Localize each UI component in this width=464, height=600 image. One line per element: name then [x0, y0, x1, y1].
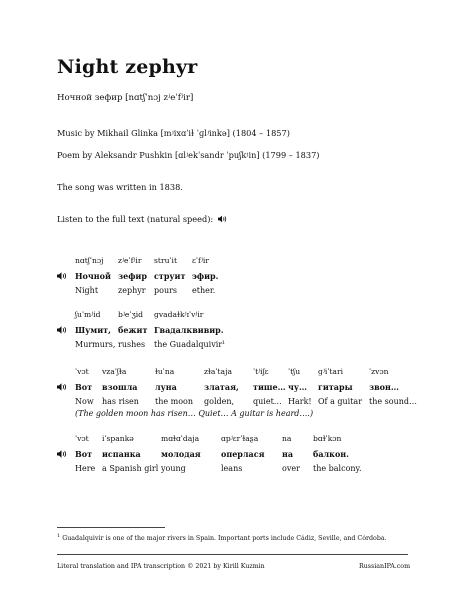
russian-word: на: [282, 449, 294, 459]
english-gloss: quiet…: [253, 397, 282, 406]
speaker-icon[interactable]: [218, 215, 227, 223]
footer-site-link[interactable]: RussianIPA.com: [359, 563, 411, 570]
english-gloss: Now: [75, 397, 94, 406]
english-gloss: golden,: [204, 397, 235, 406]
russian-word: Шумит,: [75, 325, 111, 335]
russian-word: испанка: [102, 449, 141, 459]
footer-divider: [57, 554, 408, 555]
poem-credit: Poem by Aleksandr Pushkin [ɑlʲekˈsandr ˈpuʃkʲin] (1799 – 1837): [57, 150, 320, 160]
ipa-word: na: [282, 434, 292, 443]
stanza-translation: (The golden moon has risen… Quiet… A guitar is heard….): [75, 409, 314, 418]
russian-word: бежит: [118, 325, 148, 335]
english-gloss: Night: [75, 286, 99, 295]
russian-word: Гвадалквивир.: [154, 325, 224, 335]
page-title: Night zephyr: [57, 56, 198, 78]
english-gloss: rushes: [118, 340, 146, 349]
russian-word: Вот: [75, 449, 93, 459]
footer-copyright: Literal translation and IPA transcription © 2021 by Kirill Kuzmin: [57, 563, 265, 570]
english-gloss: the sound…: [369, 397, 417, 406]
russian-word: молодая: [161, 449, 201, 459]
russian-word: Вот: [75, 382, 93, 392]
english-gloss: the balcony.: [313, 464, 362, 473]
russian-word: чу…: [288, 382, 307, 392]
ipa-word: bɑɫˈkɔn: [313, 434, 342, 443]
english-gloss: has risen: [102, 397, 139, 406]
written-note: The song was written in 1838.: [57, 182, 183, 192]
footnote-ref[interactable]: 1: [222, 340, 226, 346]
ipa-word: ˈvɔt: [75, 434, 89, 443]
russian-word: струит: [154, 271, 186, 281]
russian-word: гитары: [318, 382, 353, 392]
ipa-word: ɡʲiˈtari: [318, 367, 344, 376]
footnote: [57, 533, 387, 542]
speaker-icon[interactable]: [57, 272, 67, 280]
english-gloss: leans: [221, 464, 243, 473]
speaker-icon[interactable]: [57, 326, 67, 334]
ipa-word: ɫuˈna: [155, 367, 175, 376]
russian-word: эфир.: [192, 271, 219, 281]
russian-word: звон…: [369, 382, 399, 392]
ipa-word: nɑtʃˈnɔj: [75, 256, 104, 265]
ipa-word: ɡvadaɫkʲɪˈvʲir: [154, 310, 204, 319]
russian-word: луна: [155, 382, 177, 392]
russian-word: балкон.: [313, 449, 349, 459]
english-gloss: Murmurs,: [75, 340, 116, 349]
russian-word: взошла: [102, 382, 138, 392]
ipa-word: ɑpʲɛrˈɫaʂa: [221, 434, 259, 443]
ipa-word: ˈzvɔn: [369, 367, 389, 376]
listen-text: Listen to the full text (natural speed):: [57, 214, 214, 224]
ipa-word: bʲeˈʒid: [118, 310, 144, 319]
ipa-word: ˈvɔt: [75, 367, 89, 376]
ipa-word: vzaˈʃɫa: [102, 367, 127, 376]
english-gloss: zephyr: [118, 286, 146, 295]
speaker-icon[interactable]: [57, 383, 67, 391]
ipa-word: zɫaˈtaja: [204, 367, 232, 376]
english-gloss: Here: [75, 464, 96, 473]
footnote-mark: 1: [57, 533, 61, 539]
russian-word: оперлася: [221, 449, 265, 459]
english-gloss: the moon: [155, 397, 194, 406]
listen-line: [57, 214, 227, 224]
ipa-word: mɑɫɑˈdaja: [161, 434, 200, 443]
footnote-text: Guadalquivir is one of the major rivers in Spain. Important ports include Cádiz, Seville, and Córdoba.: [62, 535, 387, 542]
music-credit: Music by Mikhail Glinka [mʲixɑˈiɫ ˈɡlʲinkə] (1804 – 1857): [57, 128, 290, 138]
english-gloss: ether.: [192, 286, 216, 295]
ipa-word: zʲeˈfʲir: [118, 256, 142, 265]
ipa-word: struˈit: [154, 256, 178, 265]
russian-word: Ночной: [75, 271, 111, 281]
russian-word: тише…: [253, 382, 286, 392]
ipa-word: iˈspankə: [102, 434, 134, 443]
russian-word: златая,: [204, 382, 239, 392]
english-gloss: over: [282, 464, 300, 473]
english-gloss: [154, 340, 225, 349]
subtitle: Ночной зефир [nɑtʃˈnɔj zʲeˈfʲir]: [57, 93, 194, 103]
english-gloss: pours: [154, 286, 178, 295]
speaker-icon[interactable]: [57, 450, 67, 458]
russian-word: зефир: [118, 271, 147, 281]
ipa-word: ˈtʃu: [288, 367, 301, 376]
ipa-word: ʃuˈmʲid: [75, 310, 101, 319]
english-gloss: a Spanish girl: [102, 464, 159, 473]
english-gloss: Of a guitar: [318, 397, 363, 406]
footnote-divider: [57, 527, 165, 528]
ipa-word: ɛˈfʲir: [192, 256, 209, 265]
english-gloss: Hark!: [288, 397, 312, 406]
ipa-word: ˈtʲiʃɛ: [253, 367, 269, 376]
gloss-text: the Guadalquivir: [154, 340, 223, 349]
english-gloss: young: [161, 464, 186, 473]
